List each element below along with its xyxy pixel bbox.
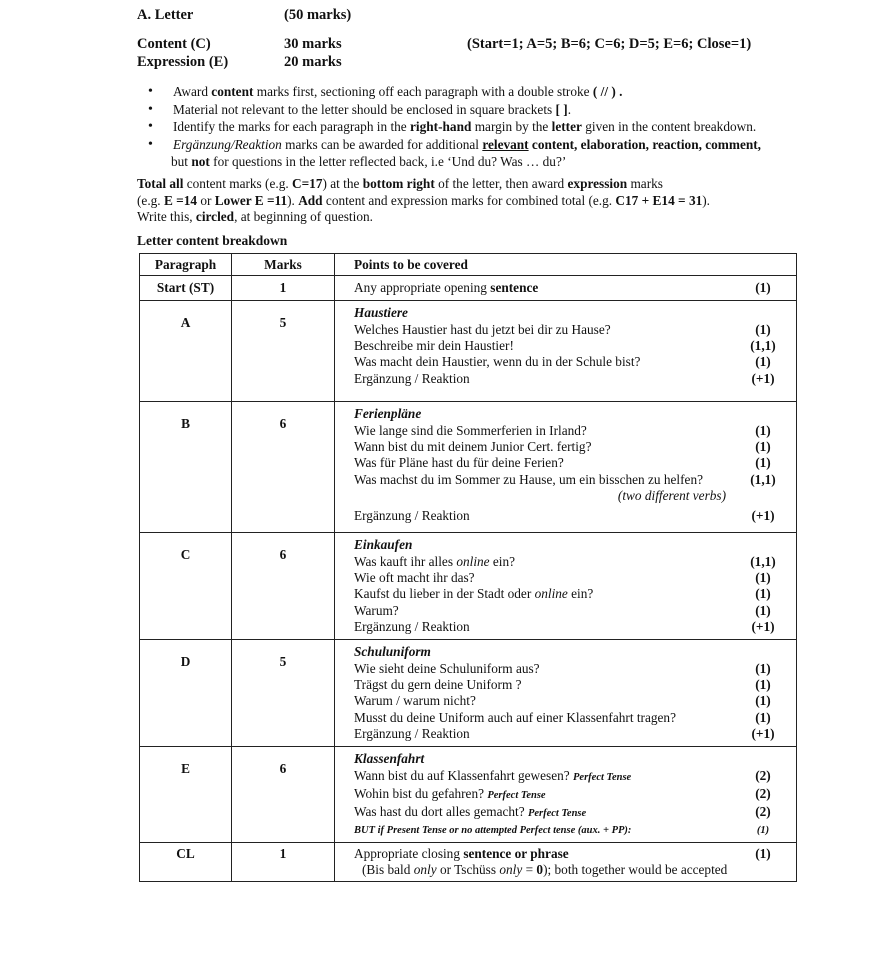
points-cell: Klassenfahrt Wann bist du auf Klassenfahrt gewesen? Perfect Tense (2) Wohin bist du gefahren? Perfect Tense (2) Was hast du dort alles gemacht? Perfect Tense (2) BUT if Present Tense or no attempted Perfect tense (aux. + PP): (1) <box>335 747 797 843</box>
list-item: • Identify the marks for each paragraph in the right-hand margin by the letter given in the content breakdown. <box>148 118 808 136</box>
topic-heading: Klassenfahrt <box>354 751 425 766</box>
points-cell: Einkaufen Was kauft ihr alles online ein? (1,1) Wie oft macht ihr das? (1) Kaufst du lieber in der Stadt oder online ein? (1) Warum? (1) Ergänzung / Reaktion (+1) <box>335 533 797 640</box>
table-row <box>140 747 797 843</box>
paragraph-cell: Start (ST) <box>140 276 232 301</box>
table-header-row <box>140 254 797 276</box>
content-breakdown-table <box>139 253 797 882</box>
paragraph-cell: D <box>140 640 232 747</box>
content-label: Content (C) <box>137 36 211 52</box>
paragraph-cell: A <box>140 301 232 402</box>
paragraph-cell: E <box>140 747 232 843</box>
table-title: Letter content breakdown <box>137 233 288 248</box>
table-row <box>140 842 797 881</box>
points-cell: Haustiere Welches Haustier hast du jetzt bei dir zu Hause? (1) Beschreibe mir dein Haustier! (1,1) Was macht dein Haustier, wenn du in der Schule bist? (1) Ergänzung / Reaktion (+1) <box>335 301 797 402</box>
list-item: • Material not relevant to the letter should be enclosed in square brackets [ ]. <box>148 101 808 119</box>
points-cell: Any appropriate opening sentence (1) <box>335 276 797 301</box>
marks-cell: 1 <box>232 842 335 881</box>
points-cell: Appropriate closing sentence or phrase (1) (Bis bald only or Tschüss only = 0); both together would be accepted <box>335 842 797 881</box>
totaling-instructions: Total all content marks (e.g. C=17) at the bottom right of the letter, then award expression marks (e.g. E =14 or Lower E =11). Add content and expression marks for combined total (e.g. C17 + E14 = 31). Write this, circled, at beginning of question. <box>137 176 711 224</box>
expression-label: Expression (E) <box>137 54 229 70</box>
marks-breakdown: (Start=1; A=5; B=6; C=6; D=5; E=6; Close=1) <box>467 36 752 52</box>
section-title: A. Letter <box>137 7 194 23</box>
topic-heading: Schuluniform <box>354 644 431 659</box>
paragraph-cell: CL <box>140 842 232 881</box>
paragraph-cell: C <box>140 533 232 640</box>
table-row <box>140 402 797 533</box>
marks-cell: 5 <box>232 301 335 402</box>
marks-cell: 6 <box>232 747 335 843</box>
table-row <box>140 533 797 640</box>
marks-cell: 6 <box>232 402 335 533</box>
list-item: • Ergänzung/Reaktion marks can be awarded for additional relevant content, elaboration, reaction, comment, but not for questions in the letter reflected back, i.e ‘Und du? Was … du?’ <box>148 136 808 171</box>
total-marks: (50 marks) <box>284 7 352 23</box>
table-row <box>140 640 797 747</box>
expression-marks: 20 marks <box>284 54 342 70</box>
marks-cell: 6 <box>232 533 335 640</box>
topic-heading: Ferienpläne <box>354 406 422 421</box>
marks-cell: 1 <box>232 276 335 301</box>
marking-guidelines-list <box>148 83 808 171</box>
note-text: (two different verbs) <box>617 487 726 503</box>
col-header-paragraph: Paragraph <box>140 254 232 276</box>
points-cell: Ferienpläne Wie lange sind die Sommerferien in Irland? (1) Wann bist du mit deinem Junior Cert. fertig? (1) Was für Pläne hast du für deine Ferien? (1) Was machst du im Sommer zu Hause, um ein bisschen zu helfen? (1,1) (two different verbs) Ergänzung / Reaktion (+1) <box>335 402 797 533</box>
paragraph-cell: B <box>140 402 232 533</box>
col-header-points: Points to be covered <box>335 254 797 276</box>
marks-cell: 5 <box>232 640 335 747</box>
content-marks: 30 marks <box>284 36 342 52</box>
list-item: • Award content marks first, sectioning off each paragraph with a double stroke ( // ) . <box>148 83 808 101</box>
topic-heading: Haustiere <box>354 305 408 320</box>
points-cell: Schuluniform Wie sieht deine Schuluniform aus? (1) Trägst du gern deine Uniform ? (1) Warum / warum nicht? (1) Musst du deine Uniform auch auf einer Klassenfahrt tragen? (1) Ergänzung / Reaktion (+1) <box>335 640 797 747</box>
table-row <box>140 276 797 301</box>
topic-heading: Einkaufen <box>354 537 413 552</box>
table-row <box>140 301 797 402</box>
col-header-marks: Marks <box>232 254 335 276</box>
